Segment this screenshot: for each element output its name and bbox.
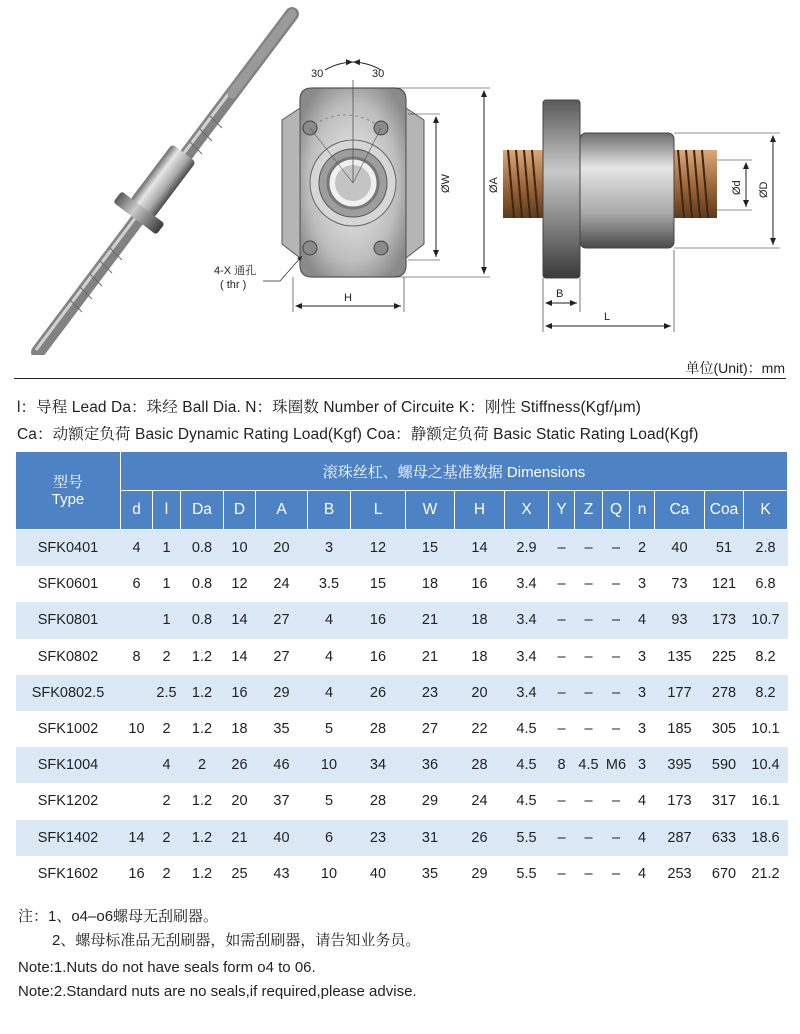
column-header: l	[153, 491, 181, 530]
table-row	[16, 566, 788, 602]
table-cell: 15	[406, 530, 455, 567]
table-cell: 10	[308, 747, 351, 783]
table-cell: 253	[655, 856, 705, 892]
column-header: D	[224, 491, 256, 530]
column-header-row	[16, 491, 788, 530]
angle-label-left: 30	[311, 68, 324, 80]
dim-d-big-label: ØD	[758, 181, 770, 198]
table-row	[16, 783, 788, 819]
table-cell: 29	[256, 675, 308, 711]
table-cell: 28	[455, 747, 505, 783]
table-cell: 121	[705, 566, 744, 602]
table-cell: –	[575, 530, 603, 567]
table-row	[16, 820, 788, 856]
column-header: Y	[549, 491, 575, 530]
table-cell: 3	[308, 530, 351, 567]
table-cell: 4.5	[505, 711, 549, 747]
ball-screw-photo	[36, 12, 292, 352]
table-cell: 135	[655, 639, 705, 675]
dim-b-label: B	[556, 288, 564, 300]
table-cell: 185	[655, 711, 705, 747]
table-cell: 8.2	[744, 675, 788, 711]
model-cell: SFK1202	[16, 783, 121, 819]
table-cell: 0.8	[181, 602, 224, 638]
table-cell: –	[575, 639, 603, 675]
table-cell: 1.2	[181, 820, 224, 856]
table-cell: 4	[630, 783, 655, 819]
table-cell: –	[603, 711, 630, 747]
table-cell: 0.8	[181, 530, 224, 567]
table-cell: –	[603, 530, 630, 567]
column-header: X	[505, 491, 549, 530]
dim-h-label: H	[344, 292, 352, 304]
table-cell: 395	[655, 747, 705, 783]
table-cell: 10.4	[744, 747, 788, 783]
nut-side-view	[503, 100, 780, 332]
table-cell: M6	[603, 747, 630, 783]
column-header: W	[406, 491, 455, 530]
model-cell: SFK0401	[16, 530, 121, 567]
table-cell: 21	[224, 820, 256, 856]
table-cell: 43	[256, 856, 308, 892]
table-cell: 27	[256, 639, 308, 675]
spec-table	[15, 451, 788, 892]
table-cell: 4	[630, 856, 655, 892]
table-cell: 20	[224, 783, 256, 819]
table-cell: 6.8	[744, 566, 788, 602]
table-cell: 27	[406, 711, 455, 747]
table-cell	[121, 602, 153, 638]
table-cell: 46	[256, 747, 308, 783]
column-header: B	[308, 491, 351, 530]
table-cell: 2.8	[744, 530, 788, 567]
dim-a-label: ØA	[488, 177, 500, 193]
column-header: Ca	[655, 491, 705, 530]
table-cell: 1	[153, 602, 181, 638]
table-cell: 37	[256, 783, 308, 819]
divider	[14, 378, 786, 379]
table-cell: 3	[630, 675, 655, 711]
table-cell: 8.2	[744, 639, 788, 675]
table-cell: 10	[224, 530, 256, 567]
table-cell: –	[603, 675, 630, 711]
model-cell: SFK1402	[16, 820, 121, 856]
column-header: Z	[575, 491, 603, 530]
table-cell: 5.5	[505, 856, 549, 892]
table-cell	[121, 783, 153, 819]
model-cell: SFK1002	[16, 711, 121, 747]
model-cell: SFK0802	[16, 639, 121, 675]
table-cell: 1	[153, 530, 181, 567]
table-cell: –	[549, 856, 575, 892]
model-cell: SFK1004	[16, 747, 121, 783]
table-cell: 51	[705, 530, 744, 567]
table-cell: 1.2	[181, 711, 224, 747]
nut-front-view	[263, 62, 490, 312]
column-header: L	[351, 491, 406, 530]
table-cell: 93	[655, 602, 705, 638]
table-cell: 35	[256, 711, 308, 747]
table-cell: 40	[655, 530, 705, 567]
table-cell: 0.8	[181, 566, 224, 602]
table-cell: 4	[308, 675, 351, 711]
table-cell: 3.4	[505, 566, 549, 602]
table-cell: 590	[705, 747, 744, 783]
table-cell: 10.7	[744, 602, 788, 638]
table-cell: 287	[655, 820, 705, 856]
table-cell: 1.2	[181, 856, 224, 892]
table-cell: –	[603, 602, 630, 638]
model-cell: SFK0601	[16, 566, 121, 602]
table-cell: –	[603, 639, 630, 675]
table-cell: 3	[630, 747, 655, 783]
type-header	[16, 452, 121, 530]
table-cell: 18	[224, 711, 256, 747]
spec-table-body	[16, 530, 788, 892]
table-row	[16, 711, 788, 747]
column-header: Da	[181, 491, 224, 530]
table-cell: 173	[655, 783, 705, 819]
table-cell: 18	[455, 602, 505, 638]
note-cn-2: 2、螺母标准品无刮刷器，如需刮刷器，请告知业务员。	[52, 932, 421, 949]
table-cell: 4	[630, 820, 655, 856]
table-cell: 29	[406, 783, 455, 819]
table-cell: 4	[308, 602, 351, 638]
table-cell: 4	[630, 602, 655, 638]
table-cell: 21	[406, 639, 455, 675]
column-header: A	[256, 491, 308, 530]
table-cell: –	[549, 783, 575, 819]
table-cell: 16	[121, 856, 153, 892]
table-cell: 27	[256, 602, 308, 638]
table-cell: 4	[308, 639, 351, 675]
table-cell: 3.4	[505, 675, 549, 711]
table-cell: 3.4	[505, 602, 549, 638]
table-cell: 3.5	[308, 566, 351, 602]
table-cell: 173	[705, 602, 744, 638]
table-cell: 1.2	[181, 675, 224, 711]
column-header: Q	[603, 491, 630, 530]
table-cell: 29	[455, 856, 505, 892]
table-cell: 20	[455, 675, 505, 711]
table-cell: 2	[153, 820, 181, 856]
table-cell: 10	[121, 711, 153, 747]
table-cell: 6	[121, 566, 153, 602]
table-cell: –	[603, 820, 630, 856]
column-header: H	[455, 491, 505, 530]
table-cell: 8	[549, 747, 575, 783]
dimensions-header: 滚珠丝杠、螺母之基准数据 Dimensions	[121, 452, 788, 491]
legend-line-2: Ca：动额定负荷 Basic Dynamic Rating Load(Kgf) Coa：静额定负荷 Basic Static Rating Load(Kgf)	[17, 426, 699, 443]
table-cell: 4	[121, 530, 153, 567]
table-cell: 4.5	[505, 783, 549, 819]
table-cell: 24	[256, 566, 308, 602]
table-cell: 5	[308, 783, 351, 819]
table-cell: 177	[655, 675, 705, 711]
table-cell: 26	[351, 675, 406, 711]
hole-note-sub: ( thr )	[220, 279, 247, 291]
column-header: d	[121, 491, 153, 530]
column-header: Coa	[705, 491, 744, 530]
unit-label: 单位(Unit)：mm	[685, 360, 785, 376]
table-cell: –	[549, 602, 575, 638]
table-cell: 28	[351, 783, 406, 819]
table-cell: 40	[351, 856, 406, 892]
table-row	[16, 747, 788, 783]
hole-note: 4-X 通孔	[214, 265, 257, 277]
legend-line-1: l：导程 Lead Da：珠经 Ball Dia. N：珠圈数 Number of Circuite K：刚性 Stiffness(Kgf/μm)	[17, 399, 642, 416]
table-cell	[121, 675, 153, 711]
note-en-2: Note:2.Standard nuts are no seals,if required,please advise.	[18, 983, 417, 1000]
table-cell: 18.6	[744, 820, 788, 856]
table-cell: 26	[224, 747, 256, 783]
table-cell: 2	[153, 856, 181, 892]
table-cell: 5	[308, 711, 351, 747]
table-cell: 14	[224, 602, 256, 638]
table-cell: 34	[351, 747, 406, 783]
table-cell: 16	[351, 639, 406, 675]
column-header: K	[744, 491, 788, 530]
table-cell: 14	[455, 530, 505, 567]
table-cell: 4	[153, 747, 181, 783]
table-cell: 16	[351, 602, 406, 638]
table-cell: 670	[705, 856, 744, 892]
table-cell: 2	[153, 639, 181, 675]
note-en-1: Note:1.Nuts do not have seals form o4 to 06.	[18, 959, 316, 976]
table-cell: 18	[406, 566, 455, 602]
table-cell: 317	[705, 783, 744, 819]
table-cell: 3.4	[505, 639, 549, 675]
table-cell: 12	[351, 530, 406, 567]
table-cell: 2.9	[505, 530, 549, 567]
table-cell: 35	[406, 856, 455, 892]
table-cell: 73	[655, 566, 705, 602]
table-cell: –	[575, 711, 603, 747]
table-cell: –	[575, 820, 603, 856]
table-cell: 2	[153, 783, 181, 819]
table-cell: –	[549, 566, 575, 602]
dim-w-label: ØW	[440, 174, 452, 193]
table-cell: 20	[256, 530, 308, 567]
table-cell: –	[549, 639, 575, 675]
type-header-cn: 型号	[52, 473, 83, 491]
table-cell: 40	[256, 820, 308, 856]
table-cell: 12	[224, 566, 256, 602]
table-cell: 10.1	[744, 711, 788, 747]
table-cell: 14	[224, 639, 256, 675]
table-cell: –	[549, 675, 575, 711]
table-cell: –	[603, 783, 630, 819]
table-cell: –	[575, 783, 603, 819]
table-cell: –	[549, 711, 575, 747]
table-cell	[121, 747, 153, 783]
table-row	[16, 639, 788, 675]
table-cell: 1.2	[181, 783, 224, 819]
table-cell: 8	[121, 639, 153, 675]
table-cell: 2	[630, 530, 655, 567]
table-cell: 3	[630, 566, 655, 602]
table-cell: –	[549, 530, 575, 567]
table-cell: –	[575, 566, 603, 602]
table-cell: 31	[406, 820, 455, 856]
table-cell: 16.1	[744, 783, 788, 819]
type-header-en: Type	[51, 490, 85, 508]
table-cell: 2	[181, 747, 224, 783]
table-cell: –	[575, 602, 603, 638]
table-cell: 1	[153, 566, 181, 602]
model-cell: SFK1602	[16, 856, 121, 892]
table-cell: 3	[630, 639, 655, 675]
model-cell: SFK0802.5	[16, 675, 121, 711]
table-cell: 278	[705, 675, 744, 711]
dim-l-label: L	[604, 311, 611, 323]
table-cell: 2	[153, 711, 181, 747]
table-cell: 10	[308, 856, 351, 892]
table-row	[16, 856, 788, 892]
table-cell: 36	[406, 747, 455, 783]
table-cell: 16	[224, 675, 256, 711]
table-cell: 633	[705, 820, 744, 856]
table-row	[16, 675, 788, 711]
table-cell: 4.5	[505, 747, 549, 783]
table-cell: 23	[351, 820, 406, 856]
note-cn-1: 注：1、o4–o6螺母无刮刷器。	[18, 908, 219, 925]
table-cell: 1.2	[181, 639, 224, 675]
table-cell: –	[575, 675, 603, 711]
table-cell: 4.5	[575, 747, 603, 783]
table-cell: 305	[705, 711, 744, 747]
angle-label-right: 30	[372, 68, 385, 80]
dim-d-small-label: Ød	[731, 180, 743, 195]
table-cell: 22	[455, 711, 505, 747]
table-cell: 28	[351, 711, 406, 747]
table-row	[16, 602, 788, 638]
table-cell: –	[549, 820, 575, 856]
table-cell: 2.5	[153, 675, 181, 711]
table-cell: –	[603, 856, 630, 892]
technical-drawing	[0, 0, 800, 355]
table-cell: 225	[705, 639, 744, 675]
table-cell: 18	[455, 639, 505, 675]
model-cell: SFK0801	[16, 602, 121, 638]
table-cell: 15	[351, 566, 406, 602]
table-cell: 14	[121, 820, 153, 856]
table-cell: 21	[406, 602, 455, 638]
table-cell: 21.2	[744, 856, 788, 892]
column-header: n	[630, 491, 655, 530]
table-cell: 26	[455, 820, 505, 856]
table-cell: 23	[406, 675, 455, 711]
table-cell: 5.5	[505, 820, 549, 856]
table-cell: 3	[630, 711, 655, 747]
table-cell: 16	[455, 566, 505, 602]
table-cell: 25	[224, 856, 256, 892]
table-cell: 6	[308, 820, 351, 856]
table-cell: –	[575, 856, 603, 892]
table-cell: 24	[455, 783, 505, 819]
table-cell: –	[603, 566, 630, 602]
table-row	[16, 530, 788, 567]
